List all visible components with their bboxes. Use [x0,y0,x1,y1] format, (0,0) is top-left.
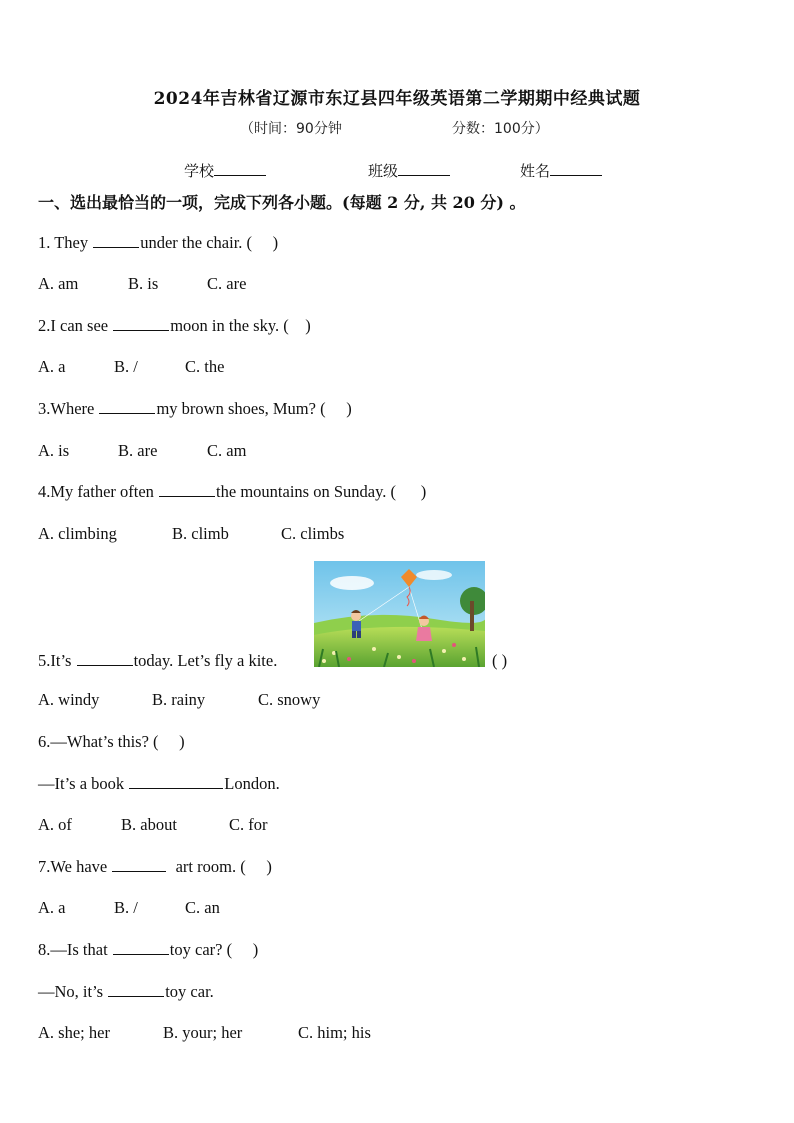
question-text: under the chair. ( [140,233,253,252]
option-a[interactable]: A. is [38,441,70,460]
section-heading: 一、选出最恰当的一项，完成下列各小题。(每题 2 分, 共 20 分) 。 [38,193,526,212]
paren-close: ) [266,857,272,876]
page-title: 2024年吉林省辽源市东辽县四年级英语第二学期期中经典试题 [153,89,641,109]
question-text: 7.We have [38,857,108,876]
answer-blank[interactable] [93,233,139,248]
question-text: 1. They [38,233,89,252]
paren-answer[interactable]: ( ) [492,651,508,670]
option-c[interactable]: C. for [229,815,268,834]
name-field [520,160,602,181]
option-b[interactable]: B. is [128,274,159,293]
question-5 [38,651,277,671]
answer-blank[interactable] [112,857,166,872]
school-blank[interactable] [214,161,266,176]
option-c[interactable]: C. are [207,274,247,293]
school-label: 学校 [184,162,215,180]
option-c[interactable]: C. climbs [281,524,345,543]
kite-flying-picture [314,561,485,667]
question-text: —It’s a book [38,774,125,793]
option-b[interactable]: B. about [121,815,177,834]
question-text: 5.It’s [38,651,72,670]
option-b[interactable]: B. / [114,898,138,917]
question-text: 8.—Is that [38,940,108,959]
exam-time: （时间：90分钟 [240,121,342,137]
question-text: London. [224,774,280,793]
answer-blank[interactable] [77,651,133,666]
school-field [184,160,266,181]
paren-close: ) [346,399,352,418]
question-text: today. Let’s fly a kite. [133,651,278,670]
option-c[interactable]: C. am [207,441,247,460]
question-text: the mountains on Sunday. ( [216,482,396,501]
class-label: 班级 [368,162,399,180]
option-c[interactable]: C. an [185,898,220,917]
question-text: toy car? ( [169,940,233,959]
option-a[interactable]: A. a [38,357,66,376]
answer-blank[interactable] [113,316,169,331]
paren-close: ) [420,482,427,501]
class-blank[interactable] [398,161,450,176]
question-8 [38,940,258,960]
question-text: 2.I can see [38,316,109,335]
question-text: —No, it’s [38,982,104,1001]
paren-close: ) [252,940,259,959]
option-a[interactable]: A. windy [38,690,100,709]
answer-blank[interactable] [99,399,155,414]
question-8-answer-line [38,982,214,1002]
option-c[interactable]: C. him; his [298,1023,371,1042]
question-text: 6.—What’s this? ( [38,732,159,751]
question-4 [38,482,426,502]
question-text: toy car. [165,982,214,1001]
question-text: 3.Where [38,399,95,418]
option-a[interactable]: A. climbing [38,524,117,543]
option-a[interactable]: A. she; her [38,1023,110,1042]
option-c[interactable]: C. snowy [258,690,321,709]
question-text: art room. ( [175,857,246,876]
question-2 [38,316,311,336]
question-text: 4.My father often [38,482,154,501]
paren-close: ) [272,233,279,252]
question-text: moon in the sky. ( [170,316,289,335]
question-6 [38,732,185,752]
question-text: my brown shoes, Mum? ( [156,399,326,418]
option-b[interactable]: B. / [114,357,138,376]
name-label: 姓名 [520,162,551,180]
option-a[interactable]: A. of [38,815,72,834]
option-c[interactable]: C. the [185,357,225,376]
option-b[interactable]: B. are [118,441,158,460]
option-a[interactable]: A. a [38,898,66,917]
name-blank[interactable] [550,161,602,176]
answer-blank[interactable] [159,482,215,497]
answer-blank[interactable] [113,940,169,955]
option-b[interactable]: B. your; her [163,1023,243,1042]
option-a[interactable]: A. am [38,274,79,293]
answer-blank[interactable] [129,774,223,789]
option-b[interactable]: B. rainy [152,690,206,709]
class-field [368,160,450,181]
question-6-answer-line [38,774,280,794]
question-7 [38,857,272,877]
question-3 [38,399,352,419]
option-b[interactable]: B. climb [172,524,229,543]
paren-close: ) [179,732,185,751]
exam-score: 分数：100分） [452,121,549,137]
paren-close: ) [305,316,311,335]
answer-blank[interactable] [108,982,164,997]
question-1 [38,233,278,253]
